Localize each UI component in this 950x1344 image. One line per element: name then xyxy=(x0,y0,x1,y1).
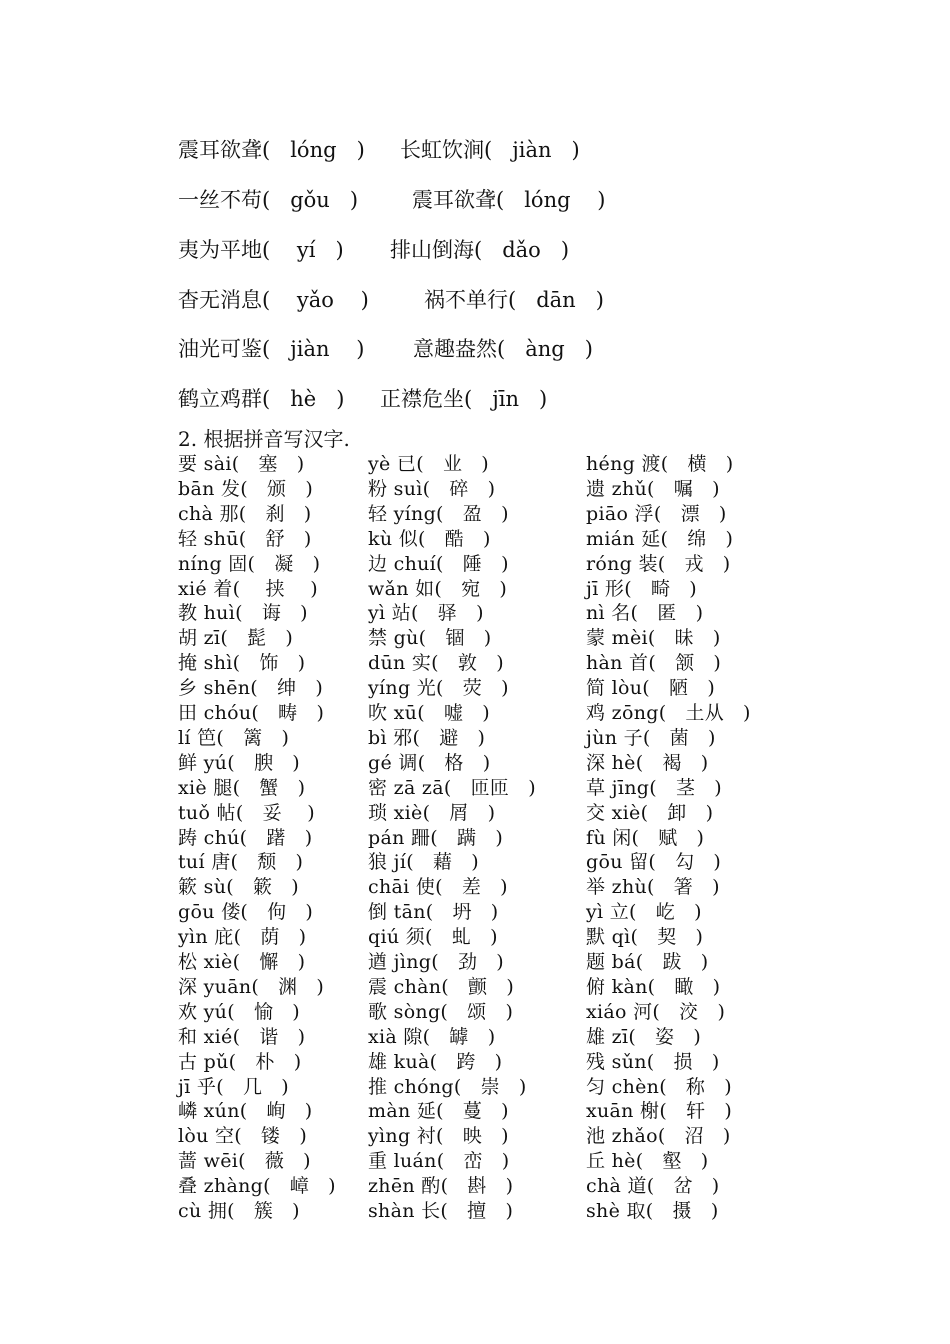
idiom-item: 震耳欲聋( lóng ) xyxy=(412,188,606,212)
pinyin-item: 鸡 zōng( 土从 ) xyxy=(586,702,751,724)
idiom-item: 长虹饮涧( jiàn ) xyxy=(400,138,580,162)
pinyin-item: fù 闲( 赋 ) xyxy=(586,826,705,849)
pinyin-item: qiú 须( 虬 ) xyxy=(368,926,498,949)
pinyin-item: yíng 光( 荧 ) xyxy=(368,677,509,700)
pinyin-item: 雄 zī( 姿 ) xyxy=(586,1025,702,1048)
pinyin-item: yì 站( 驿 ) xyxy=(368,602,484,625)
pinyin-item: chà 那( 刹 ) xyxy=(178,502,312,525)
pinyin-item: xià 隙( 罅 ) xyxy=(368,1025,496,1048)
pinyin-item: 默 qì( 契 ) xyxy=(586,926,704,949)
pinyin-item: gōu 偻( 佝 ) xyxy=(178,901,314,924)
pinyin-item: 胡 zī( 髭 ) xyxy=(178,627,294,650)
idiom-item: 祸不单行( dān ) xyxy=(424,288,604,312)
pinyin-item: 池 zhǎo( 沼 ) xyxy=(586,1125,731,1148)
pinyin-item: shè 取( 摄 ) xyxy=(586,1200,719,1222)
pinyin-item: 草 jīng( 茎 ) xyxy=(586,776,722,799)
pinyin-item: 古 pǔ( 朴 ) xyxy=(178,1050,302,1073)
pinyin-item: 鲜 yú( 腴 ) xyxy=(178,751,300,774)
pinyin-item: 教 huì( 诲 ) xyxy=(178,602,308,625)
pinyin-item: bān 发( 颁 ) xyxy=(178,477,314,500)
pinyin-item: 和 xié( 谐 ) xyxy=(178,1025,306,1048)
pinyin-item: kù 似( 酷 ) xyxy=(368,527,491,550)
pinyin-item: xuān 榭( 轩 ) xyxy=(586,1100,733,1123)
pinyin-item: pán 跚( 蹒 ) xyxy=(368,826,504,849)
pinyin-item: 乡 shēn( 绅 ) xyxy=(178,677,324,700)
pinyin-item: 轻 yíng( 盈 ) xyxy=(368,502,509,525)
idiom-item: 油光可鉴( jiàn ) xyxy=(178,337,365,361)
pinyin-item: 遒 jìng( 劲 ) xyxy=(368,951,504,973)
pinyin-item: 叠 zhàng( 嶂 ) xyxy=(178,1175,336,1198)
pinyin-item: jī 形( 畸 ) xyxy=(586,577,697,600)
pinyin-item: 深 yuān( 渊 ) xyxy=(178,975,325,998)
pinyin-item: chà 道( 岔 ) xyxy=(586,1175,720,1198)
idiom-item: 震耳欲聋( lóng ) xyxy=(178,138,365,162)
pinyin-item: 踌 chú( 躇 ) xyxy=(178,826,313,849)
pinyin-item: 深 hè( 褐 ) xyxy=(586,751,709,774)
pinyin-item: 要 sài( 塞 ) xyxy=(178,453,305,475)
pinyin-item: 匀 chèn( 称 ) xyxy=(586,1075,732,1098)
pinyin-item: 举 zhù( 箸 ) xyxy=(586,876,720,899)
pinyin-item: 粉 suì( 碎 ) xyxy=(368,477,496,500)
pinyin-item: 雄 kuà( 跨 ) xyxy=(368,1050,503,1073)
pinyin-item: wǎn 如( 宛 ) xyxy=(368,577,508,600)
pinyin-item: 丘 hè( 壑 ) xyxy=(586,1150,709,1173)
pinyin-item: yì 立( 屹 ) xyxy=(586,901,702,924)
pinyin-item: lí 笆( 篱 ) xyxy=(178,726,290,749)
pinyin-item: yìn 庇( 荫 ) xyxy=(178,926,307,949)
idiom-item: 排山倒海( dǎo ) xyxy=(390,238,570,262)
pinyin-item: 嶙 xún( 峋 ) xyxy=(178,1100,313,1123)
pinyin-item: hàn 首( 颔 ) xyxy=(586,652,722,675)
pinyin-item: 重 luán( 峦 ) xyxy=(368,1150,510,1173)
pinyin-item: 边 chuí( 陲 ) xyxy=(368,552,509,575)
pinyin-item: xiáo 河( 洨 ) xyxy=(586,1000,726,1023)
pinyin-item: 蒙 mèi( 昧 ) xyxy=(586,627,721,650)
pinyin-item: níng 固( 凝 ) xyxy=(178,552,321,575)
pinyin-item: màn 延( 蔓 ) xyxy=(368,1100,509,1123)
pinyin-item: 禁 gù( 锢 ) xyxy=(368,627,492,650)
pinyin-item: 轻 shū( 舒 ) xyxy=(178,527,312,550)
pinyin-item: 歌 sòng( 颂 ) xyxy=(368,1000,514,1023)
pinyin-item: 田 chóu( 畴 ) xyxy=(178,702,325,724)
idiom-item: 鹤立鸡群( hè ) xyxy=(178,387,345,411)
pinyin-item: tuǒ 帖( 妥 ) xyxy=(178,801,315,824)
pinyin-item: shàn 长( 擅 ) xyxy=(368,1200,514,1222)
pinyin-item: róng 装( 戎 ) xyxy=(586,552,731,575)
section-heading: 2. 根据拼音写汉字. xyxy=(178,427,350,451)
idiom-item: 杳无消息( yǎo ) xyxy=(178,288,369,312)
pinyin-item: jī 乎( 几 ) xyxy=(178,1075,289,1098)
pinyin-item: jùn 子( 菌 ) xyxy=(586,726,716,749)
pinyin-item: 遗 zhǔ( 嘱 ) xyxy=(586,477,720,500)
pinyin-item: 松 xiè( 懈 ) xyxy=(178,951,306,973)
pinyin-item: 俯 kàn( 瞰 ) xyxy=(586,975,721,998)
pinyin-item: piāo 浮( 漂 ) xyxy=(586,502,727,525)
idiom-item: 夷为平地( yí ) xyxy=(178,238,344,262)
pinyin-item: xié 着( 挟 ) xyxy=(178,577,319,600)
pinyin-item: yè 已( 业 ) xyxy=(368,453,489,475)
pinyin-item: 题 bá( 跋 ) xyxy=(586,951,709,973)
idiom-item: 一丝不苟( gǒu ) xyxy=(178,188,359,212)
pinyin-item: 残 sǔn( 损 ) xyxy=(586,1050,720,1073)
pinyin-item: 简 lòu( 陋 ) xyxy=(586,677,716,700)
pinyin-item: lòu 空( 镂 ) xyxy=(178,1125,308,1148)
pinyin-item: nì 名( 匿 ) xyxy=(586,602,704,625)
pinyin-item: 震 chàn( 颤 ) xyxy=(368,975,515,998)
pinyin-item: zhēn 酌( 斟 ) xyxy=(368,1175,514,1198)
idiom-item: 意趣盎然( àng ) xyxy=(413,337,593,361)
idiom-item: 正襟危坐( jīn ) xyxy=(380,387,548,411)
pinyin-item: dūn 实( 敦 ) xyxy=(368,652,504,675)
pinyin-item: 欢 yú( 愉 ) xyxy=(178,1000,300,1023)
pinyin-item: mián 延( 绵 ) xyxy=(586,527,734,550)
pinyin-item: 掩 shì( 饰 ) xyxy=(178,652,306,675)
pinyin-item: tuí 唐( 颓 ) xyxy=(178,851,304,874)
pinyin-item: 簌 sù( 簌 ) xyxy=(178,876,299,899)
pinyin-item: 倒 tān( 坍 ) xyxy=(368,901,499,924)
pinyin-item: cù 拥( 簇 ) xyxy=(178,1200,300,1222)
pinyin-item: 吹 xū( 嘘 ) xyxy=(368,702,490,724)
pinyin-item: xiè 腿( 蟹 ) xyxy=(178,776,306,799)
pinyin-item: gōu 留( 勾 ) xyxy=(586,851,722,874)
pinyin-item: yìng 衬( 映 ) xyxy=(368,1125,509,1148)
pinyin-item: 狼 jí( 藉 ) xyxy=(368,851,479,874)
pinyin-item: 琐 xiè( 屑 ) xyxy=(368,801,496,824)
pinyin-item: gé 调( 格 ) xyxy=(368,751,491,774)
pinyin-item: 蔷 wēi( 薇 ) xyxy=(178,1150,311,1173)
pinyin-item: 交 xiè( 卸 ) xyxy=(586,801,714,824)
pinyin-item: héng 渡( 横 ) xyxy=(586,453,734,475)
pinyin-item: chāi 使( 差 ) xyxy=(368,876,508,899)
pinyin-item: 推 chóng( 崇 ) xyxy=(368,1075,527,1098)
pinyin-item: 密 zā zā( 匝匝 ) xyxy=(368,776,536,799)
pinyin-item: bì 邪( 避 ) xyxy=(368,726,486,749)
